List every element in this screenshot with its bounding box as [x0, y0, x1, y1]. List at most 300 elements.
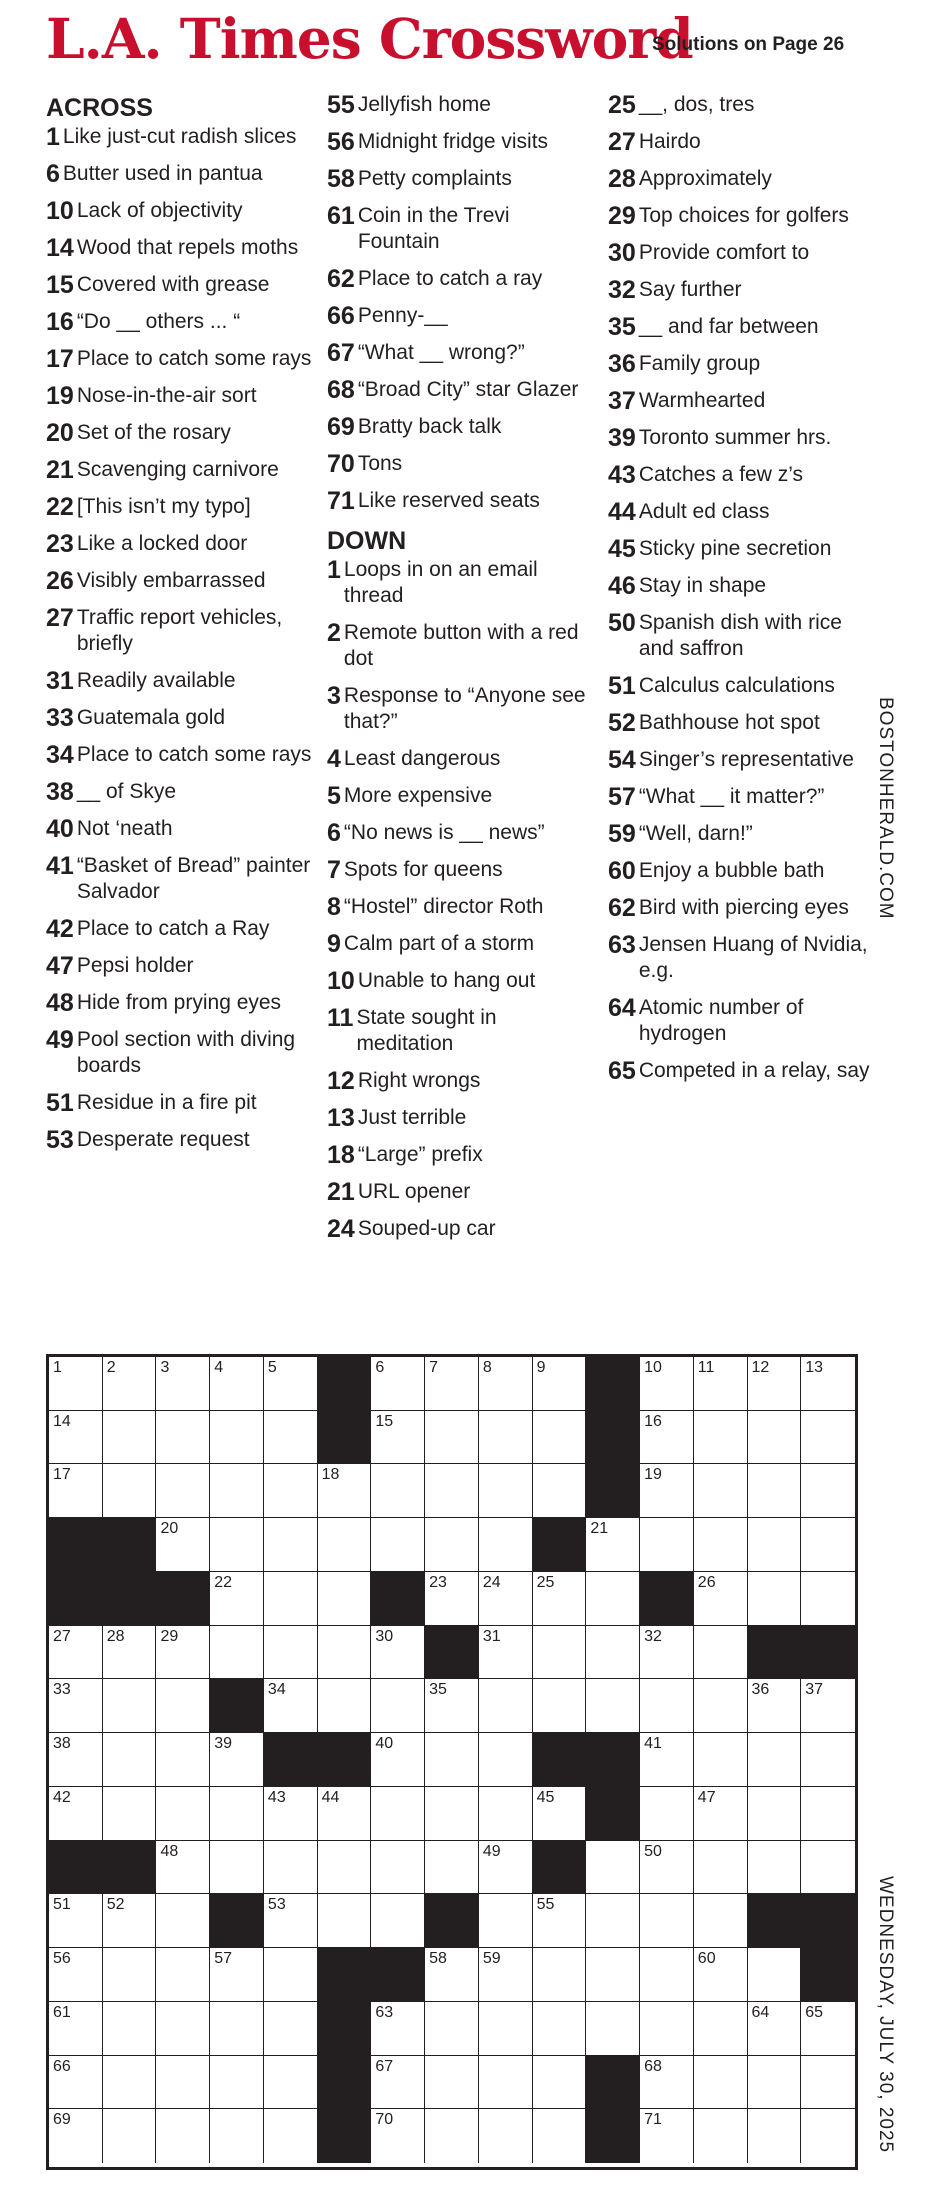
grid-cell[interactable]	[103, 2002, 157, 2056]
black-square	[801, 1626, 855, 1680]
cell-number: 18	[321, 1466, 340, 1484]
grid-cell[interactable]	[49, 2109, 103, 2163]
grid-cell[interactable]	[318, 1572, 372, 1626]
grid-cell[interactable]	[371, 1357, 425, 1411]
grid-cell[interactable]	[586, 1894, 640, 1948]
grid-cell[interactable]	[49, 1894, 103, 1948]
grid-cell[interactable]	[801, 1787, 855, 1841]
grid-cell[interactable]	[748, 1411, 802, 1465]
grid-cell[interactable]	[425, 2056, 479, 2110]
grid-cell[interactable]	[156, 2109, 210, 2163]
clue-number: 10	[46, 197, 74, 225]
grid-cell[interactable]	[533, 1894, 587, 1948]
grid-cell[interactable]	[318, 1787, 372, 1841]
grid-cell[interactable]	[318, 1464, 372, 1518]
grid-cell[interactable]	[210, 2056, 264, 2110]
grid-cell[interactable]	[801, 1357, 855, 1411]
clue-text: “What __ it matter?”	[638, 785, 825, 808]
grid-cell[interactable]	[318, 1841, 372, 1895]
grid-cell[interactable]	[371, 1733, 425, 1787]
grid-cell[interactable]	[694, 1518, 748, 1572]
grid-cell[interactable]	[425, 1518, 479, 1572]
grid-cell[interactable]	[748, 1357, 802, 1411]
grid-cell[interactable]	[801, 1518, 855, 1572]
across-clue	[46, 853, 316, 905]
grid-cell[interactable]	[425, 2002, 479, 2056]
down-clue	[608, 462, 878, 488]
across-clue	[327, 166, 597, 192]
grid-cell[interactable]	[210, 1464, 264, 1518]
clue-text: Guatemala gold	[76, 706, 226, 729]
grid-cell[interactable]	[694, 2109, 748, 2163]
grid-cell[interactable]	[694, 1464, 748, 1518]
across-clue	[327, 340, 597, 366]
grid-cell[interactable]	[694, 1357, 748, 1411]
clue-number: 51	[46, 1089, 74, 1117]
grid-cell[interactable]	[103, 2056, 157, 2110]
clue-number: 66	[327, 302, 355, 330]
cell-number: 71	[644, 2111, 662, 2129]
grid-cell[interactable]	[264, 1841, 318, 1895]
grid-cell[interactable]	[479, 1626, 533, 1680]
grid-cell[interactable]	[479, 1948, 533, 2002]
clue-number: 7	[327, 856, 341, 884]
down-clue	[608, 203, 878, 229]
cell-number: 33	[53, 1681, 71, 1699]
clue-text: Like a locked door	[76, 532, 248, 555]
grid-cell[interactable]	[640, 2056, 694, 2110]
grid-cell[interactable]	[694, 2056, 748, 2110]
grid-cell[interactable]	[210, 1357, 264, 1411]
across-clue	[46, 198, 316, 224]
across-heading: ACROSS	[46, 94, 153, 122]
grid-cell[interactable]	[533, 1572, 587, 1626]
grid-cell[interactable]	[156, 1518, 210, 1572]
grid-cell[interactable]	[533, 1787, 587, 1841]
cell-number: 47	[697, 1788, 716, 1806]
grid-cell[interactable]	[694, 1411, 748, 1465]
grid-cell[interactable]	[640, 1948, 694, 2002]
cell-number: 2	[106, 1359, 116, 1376]
clue-number: 69	[327, 413, 355, 441]
grid-cell[interactable]	[49, 1733, 103, 1787]
grid-cell[interactable]	[264, 1357, 318, 1411]
grid-cell[interactable]	[156, 1626, 210, 1680]
grid-cell[interactable]	[371, 2109, 425, 2163]
grid-cell[interactable]	[103, 1357, 157, 1411]
grid-cell[interactable]	[748, 1948, 802, 2002]
cell-number: 58	[429, 1950, 447, 1968]
clue-text: Like just-cut radish slices	[62, 125, 297, 148]
cell-number: 39	[214, 1735, 232, 1753]
grid-cell[interactable]	[371, 1787, 425, 1841]
grid-cell[interactable]	[640, 1787, 694, 1841]
grid-cell[interactable]	[103, 2109, 157, 2163]
across-clue	[46, 779, 316, 805]
cell-number: 20	[160, 1520, 179, 1538]
clue-text: Top choices for golfers	[638, 204, 849, 227]
cell-number: 11	[697, 1359, 715, 1376]
grid-cell[interactable]	[640, 1894, 694, 1948]
cell-number: 40	[375, 1735, 394, 1753]
grid-cell[interactable]	[318, 1626, 372, 1680]
grid-cell[interactable]	[748, 2109, 802, 2163]
grid-cell[interactable]	[210, 1733, 264, 1787]
cell-number: 1	[53, 1359, 62, 1376]
grid-cell[interactable]	[748, 1679, 802, 1733]
grid-cell[interactable]	[479, 1464, 533, 1518]
grid-cell[interactable]	[748, 1572, 802, 1626]
grid-cell[interactable]	[586, 1841, 640, 1895]
clue-text: Desperate request	[76, 1128, 250, 1151]
black-square	[748, 1626, 802, 1680]
down-clue	[608, 277, 878, 303]
clue-number: 18	[327, 1141, 355, 1169]
grid-cell[interactable]	[586, 2002, 640, 2056]
clue-text: Say further	[638, 278, 742, 301]
down-clue	[608, 784, 878, 810]
cell-number: 55	[536, 1896, 555, 1914]
cell-number: 9	[536, 1359, 546, 1376]
grid-cell[interactable]	[103, 1948, 157, 2002]
clue-number: 63	[608, 931, 636, 959]
grid-cell[interactable]	[640, 1411, 694, 1465]
grid-cell[interactable]	[748, 2002, 802, 2056]
grid-cell[interactable]	[425, 1357, 479, 1411]
grid-cell[interactable]	[156, 1787, 210, 1841]
grid-cell[interactable]	[640, 2109, 694, 2163]
grid-cell[interactable]	[156, 1411, 210, 1465]
grid-cell[interactable]	[371, 2056, 425, 2110]
grid-cell[interactable]	[156, 1733, 210, 1787]
grid-cell[interactable]	[264, 1626, 318, 1680]
down-clue	[608, 573, 878, 599]
grid-cell[interactable]	[264, 1572, 318, 1626]
grid-cell[interactable]	[586, 1572, 640, 1626]
grid-cell[interactable]	[210, 1411, 264, 1465]
grid-cell[interactable]	[640, 1733, 694, 1787]
black-square	[318, 2002, 372, 2056]
down-clue	[608, 821, 878, 847]
black-square	[318, 1411, 372, 1465]
grid-cell[interactable]	[479, 1518, 533, 1572]
down-clue	[608, 895, 878, 921]
clue-number: 23	[46, 530, 74, 558]
grid-cell[interactable]	[479, 1733, 533, 1787]
clue-number: 59	[608, 820, 636, 848]
grid-cell[interactable]	[694, 2002, 748, 2056]
grid-cell[interactable]	[640, 1464, 694, 1518]
grid-cell[interactable]	[156, 1679, 210, 1733]
grid-cell[interactable]	[156, 1841, 210, 1895]
grid-cell[interactable]	[694, 1787, 748, 1841]
clue-text: “No news is __ news”	[343, 821, 545, 844]
cell-number: 19	[644, 1466, 662, 1484]
grid-cell[interactable]	[479, 1357, 533, 1411]
grid-cell[interactable]	[479, 2002, 533, 2056]
grid-cell[interactable]	[103, 1787, 157, 1841]
grid-cell[interactable]	[748, 1464, 802, 1518]
grid-cell[interactable]	[103, 1626, 157, 1680]
cell-number: 52	[106, 1896, 125, 1914]
grid-cell[interactable]	[640, 2002, 694, 2056]
grid-cell[interactable]	[156, 2002, 210, 2056]
grid-cell[interactable]	[264, 1518, 318, 1572]
grid-cell[interactable]	[586, 1518, 640, 1572]
grid-cell[interactable]	[533, 1948, 587, 2002]
grid-cell[interactable]	[371, 1894, 425, 1948]
grid-cell[interactable]	[586, 1948, 640, 2002]
cell-number: 51	[53, 1896, 71, 1914]
clue-number: 44	[608, 498, 636, 526]
clue-text: Spanish dish with rice and saffron	[638, 611, 842, 660]
grid-cell[interactable]	[264, 1787, 318, 1841]
grid-cell[interactable]	[479, 1679, 533, 1733]
grid-cell[interactable]	[425, 2109, 479, 2163]
cell-number: 31	[482, 1627, 501, 1645]
clue-text: Family group	[638, 352, 761, 375]
grid-cell[interactable]	[640, 1841, 694, 1895]
grid-cell[interactable]	[103, 1411, 157, 1465]
grid-cell[interactable]	[425, 1572, 479, 1626]
grid-cell[interactable]	[801, 1572, 855, 1626]
grid-cell[interactable]	[694, 1894, 748, 1948]
grid-cell[interactable]	[479, 1787, 533, 1841]
down-clue	[608, 240, 878, 266]
grid-cell[interactable]	[801, 1733, 855, 1787]
clue-number: 14	[46, 234, 74, 262]
clue-text: Pepsi holder	[76, 954, 194, 977]
cell-number: 38	[53, 1735, 71, 1753]
down-clue	[608, 858, 878, 884]
grid-cell[interactable]	[694, 1948, 748, 2002]
cell-number: 3	[160, 1359, 170, 1376]
clue-text: Covered with grease	[76, 273, 270, 296]
clue-text: Wood that repels moths	[76, 236, 299, 259]
cell-number: 16	[644, 1412, 662, 1430]
grid-cell[interactable]	[479, 2109, 533, 2163]
across-clue	[46, 531, 316, 557]
grid-cell[interactable]	[210, 1518, 264, 1572]
grid-cell[interactable]	[533, 1679, 587, 1733]
grid-cell[interactable]	[264, 1948, 318, 2002]
grid-cell[interactable]	[318, 1518, 372, 1572]
across-clue	[327, 451, 597, 477]
grid-cell[interactable]	[156, 1464, 210, 1518]
clue-number: 65	[608, 1057, 636, 1085]
grid-cell[interactable]	[533, 1626, 587, 1680]
down-clue	[608, 425, 878, 451]
black-square	[318, 1733, 372, 1787]
grid-cell[interactable]	[156, 1894, 210, 1948]
grid-cell[interactable]	[801, 2109, 855, 2163]
clue-text: Pool section with diving boards	[76, 1028, 296, 1077]
grid-cell[interactable]	[264, 1464, 318, 1518]
grid-cell[interactable]	[801, 2056, 855, 2110]
clue-number: 2	[327, 619, 341, 647]
grid-cell[interactable]	[748, 1787, 802, 1841]
black-square	[801, 1948, 855, 2002]
grid-cell[interactable]	[371, 2002, 425, 2056]
grid-cell[interactable]	[425, 1948, 479, 2002]
clue-text: “Well, darn!”	[638, 822, 753, 845]
cell-number: 23	[429, 1573, 447, 1591]
clue-text: Bathhouse hot spot	[638, 711, 820, 734]
grid-cell[interactable]	[533, 2056, 587, 2110]
down-clue	[608, 673, 878, 699]
grid-cell[interactable]	[49, 1948, 103, 2002]
grid-cell[interactable]	[371, 1626, 425, 1680]
grid-cell[interactable]	[103, 1464, 157, 1518]
grid-cell[interactable]	[371, 1679, 425, 1733]
cell-number: 30	[375, 1627, 394, 1645]
clue-number: 21	[327, 1178, 355, 1206]
grid-cell[interactable]	[156, 2056, 210, 2110]
grid-cell[interactable]	[748, 2056, 802, 2110]
grid-cell[interactable]	[533, 2109, 587, 2163]
grid-cell[interactable]	[318, 1894, 372, 1948]
grid-cell[interactable]	[479, 1572, 533, 1626]
black-square	[156, 1572, 210, 1626]
clue-number: 61	[327, 202, 355, 230]
grid-cell[interactable]	[586, 1626, 640, 1680]
grid-cell[interactable]	[210, 1787, 264, 1841]
grid-cell[interactable]	[694, 1841, 748, 1895]
black-square	[103, 1841, 157, 1895]
grid-cell[interactable]	[533, 1411, 587, 1465]
clue-text: __, dos, tres	[638, 93, 755, 116]
grid-cell[interactable]	[156, 1948, 210, 2002]
grid-cell[interactable]	[640, 1357, 694, 1411]
grid-cell[interactable]	[210, 1572, 264, 1626]
clue-number: 34	[46, 741, 74, 769]
clue-text: Loops in on an email thread	[343, 558, 538, 607]
black-square	[103, 1518, 157, 1572]
clue-text: Not ‘neath	[76, 817, 173, 840]
down-clue	[608, 932, 878, 984]
cell-number: 54	[429, 1896, 447, 1914]
grid-cell[interactable]	[694, 1572, 748, 1626]
grid-cell[interactable]	[371, 1411, 425, 1465]
grid-cell[interactable]	[694, 1679, 748, 1733]
grid-cell[interactable]	[425, 1679, 479, 1733]
clue-text: Scavenging carnivore	[76, 458, 279, 481]
cell-number: 66	[53, 2057, 71, 2075]
black-square	[49, 1572, 103, 1626]
grid-cell[interactable]	[371, 1464, 425, 1518]
grid-cell[interactable]	[640, 1518, 694, 1572]
grid-cell[interactable]	[640, 1679, 694, 1733]
grid-cell[interactable]	[49, 2056, 103, 2110]
grid-cell[interactable]	[156, 1357, 210, 1411]
grid-cell[interactable]	[748, 1518, 802, 1572]
grid-cell[interactable]	[425, 1411, 479, 1465]
down-clue	[608, 499, 878, 525]
grid-cell[interactable]	[318, 1679, 372, 1733]
grid-cell[interactable]	[748, 1841, 802, 1895]
grid-cell[interactable]	[533, 1464, 587, 1518]
clue-number: 39	[608, 424, 636, 452]
grid-cell[interactable]	[264, 2002, 318, 2056]
grid-cell[interactable]	[210, 1841, 264, 1895]
across-clue	[46, 309, 316, 335]
grid-cell[interactable]	[264, 2109, 318, 2163]
black-square	[533, 1733, 587, 1787]
grid-cell[interactable]	[479, 1841, 533, 1895]
grid-cell[interactable]	[210, 1626, 264, 1680]
clue-number: 36	[608, 350, 636, 378]
grid-cell[interactable]	[371, 1841, 425, 1895]
grid-cell[interactable]	[425, 1464, 479, 1518]
across-clue	[46, 742, 316, 768]
grid-cell[interactable]	[49, 1464, 103, 1518]
black-square	[801, 1894, 855, 1948]
clue-number: 57	[608, 783, 636, 811]
cell-number: 27	[53, 1627, 71, 1645]
grid-cell[interactable]	[264, 1679, 318, 1733]
grid-cell[interactable]	[49, 1679, 103, 1733]
grid-cell[interactable]	[49, 1411, 103, 1465]
clue-text: Sticky pine secretion	[638, 537, 832, 560]
grid-cell[interactable]	[210, 1948, 264, 2002]
grid-cell[interactable]	[103, 1679, 157, 1733]
grid-cell[interactable]	[801, 1841, 855, 1895]
grid-cell[interactable]	[425, 1787, 479, 1841]
grid-cell[interactable]	[694, 1733, 748, 1787]
grid-cell[interactable]	[586, 1679, 640, 1733]
cell-number: 21	[590, 1520, 609, 1538]
grid-cell[interactable]	[694, 1626, 748, 1680]
grid-cell[interactable]	[640, 1626, 694, 1680]
clue-number: 42	[46, 915, 74, 943]
grid-cell[interactable]	[801, 1411, 855, 1465]
grid-cell[interactable]	[210, 2002, 264, 2056]
down-clue	[327, 1142, 597, 1168]
across-clue	[46, 346, 316, 372]
grid-cell[interactable]	[49, 2002, 103, 2056]
grid-cell[interactable]	[479, 1894, 533, 1948]
down-clue	[327, 1216, 597, 1242]
grid-cell[interactable]	[264, 1894, 318, 1948]
grid-cell[interactable]	[49, 1357, 103, 1411]
clue-text: Hide from prying eyes	[76, 991, 282, 1014]
grid-cell[interactable]	[425, 1733, 479, 1787]
grid-cell[interactable]	[103, 1733, 157, 1787]
clue-number: 16	[46, 308, 74, 336]
clue-text: Adult ed class	[638, 500, 770, 523]
grid-cell[interactable]	[425, 1841, 479, 1895]
grid-cell[interactable]	[49, 1626, 103, 1680]
clue-number: 21	[46, 456, 74, 484]
grid-cell[interactable]	[371, 1518, 425, 1572]
down-clue	[608, 747, 878, 773]
grid-cell[interactable]	[264, 1411, 318, 1465]
grid-cell[interactable]	[533, 1357, 587, 1411]
grid-cell[interactable]	[49, 1787, 103, 1841]
grid-cell[interactable]	[479, 1411, 533, 1465]
grid-cell[interactable]	[801, 1679, 855, 1733]
down-clue	[327, 894, 597, 920]
grid-cell[interactable]	[264, 2056, 318, 2110]
grid-cell[interactable]	[801, 2002, 855, 2056]
grid-cell[interactable]	[210, 2109, 264, 2163]
cell-number: 61	[53, 2003, 71, 2021]
grid-cell[interactable]	[103, 1894, 157, 1948]
grid-cell[interactable]	[479, 2056, 533, 2110]
grid-cell[interactable]	[748, 1733, 802, 1787]
grid-cell[interactable]	[801, 1464, 855, 1518]
grid-cell[interactable]	[533, 2002, 587, 2056]
